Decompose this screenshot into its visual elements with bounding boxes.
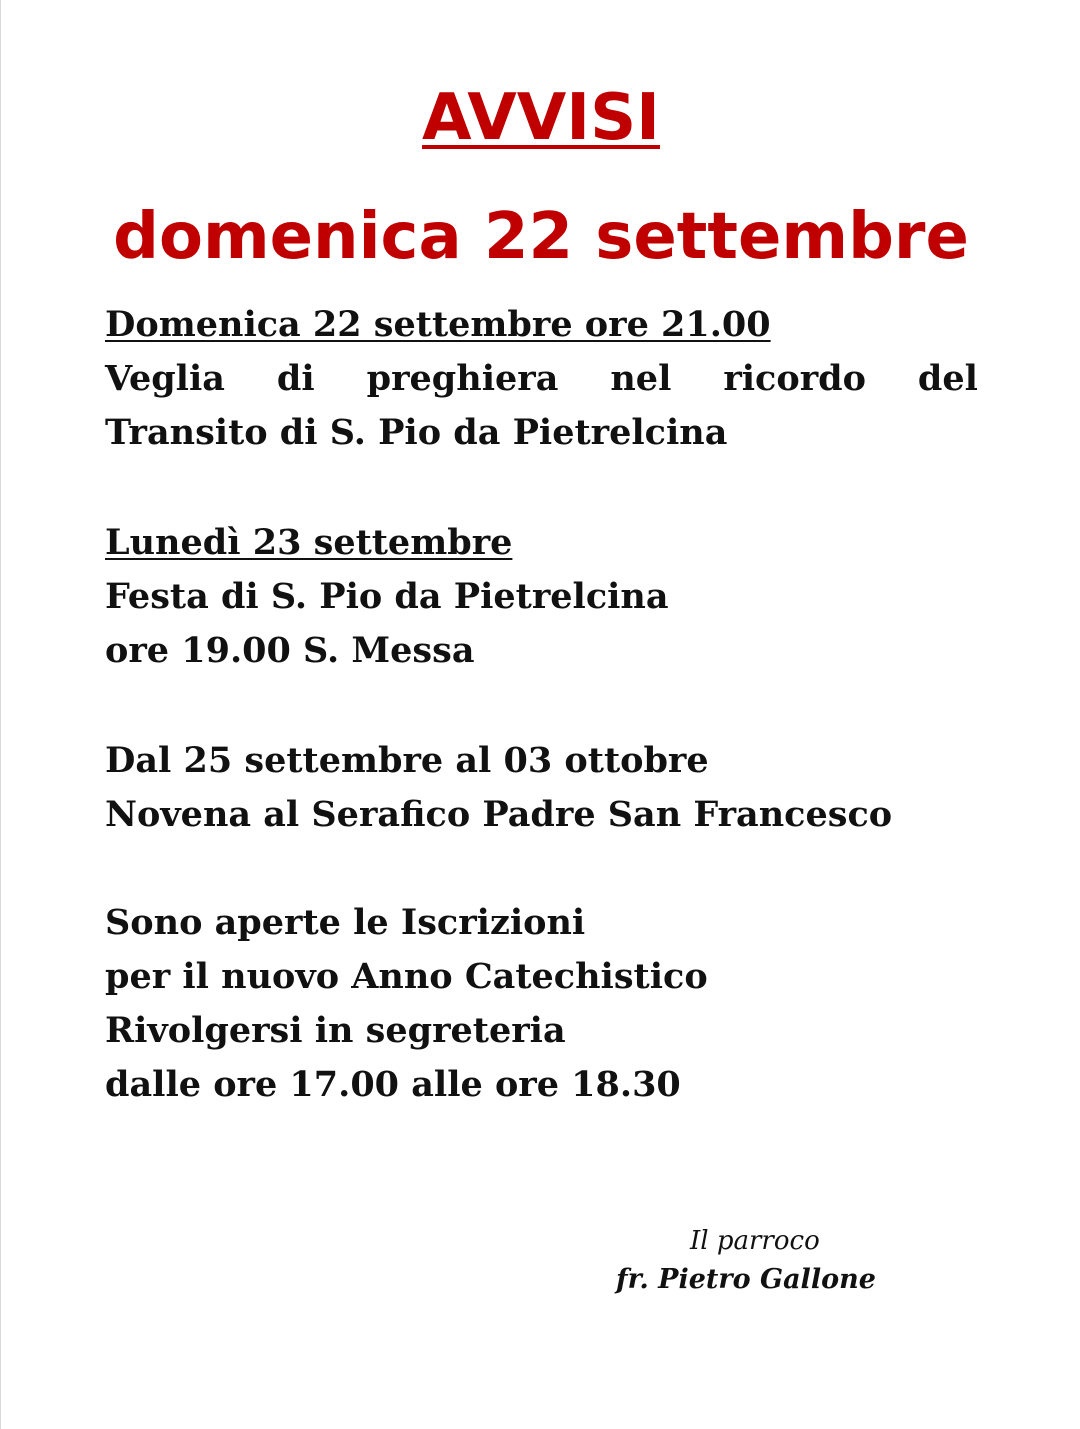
notice-word: del (917, 358, 978, 399)
page-subtitle-date: domenica 22 settembre (113, 200, 969, 274)
signature-name: fr. Pietro Gallone (616, 1264, 876, 1295)
notice-line: Novena al Serafico Padre San Francesco (105, 794, 893, 835)
notice-heading: Domenica 22 settembre ore 21.00 (105, 304, 771, 345)
notice-line: Sono aperte le Iscrizioni (105, 902, 586, 943)
signature-role: Il parroco (690, 1226, 820, 1256)
notice-novena (105, 734, 978, 842)
notice-line (105, 352, 978, 406)
notice-heading: Lunedì 23 settembre (105, 522, 513, 563)
notice-word: Veglia (105, 358, 225, 399)
notice-word: nel (610, 358, 672, 399)
notice-vigil (105, 298, 978, 460)
notice-line: Rivolgersi in segreteria (105, 1010, 566, 1051)
notice-line: Dal 25 settembre al 03 ottobre (105, 740, 709, 781)
notice-line: dalle ore 17.00 alle ore 18.30 (105, 1064, 681, 1105)
notice-line: per il nuovo Anno Catechistico (105, 956, 708, 997)
notice-feast (105, 516, 978, 678)
notice-word: ricordo (723, 358, 866, 399)
notice-line: Festa di S. Pio da Pietrelcina (105, 576, 669, 617)
notice-word: di (276, 358, 315, 399)
notice-line: Transito di S. Pio da Pietrelcina (105, 412, 728, 453)
page-title: AVVISI (422, 81, 660, 155)
notice-line: ore 19.00 S. Messa (105, 630, 475, 671)
notice-registrations (105, 896, 978, 1112)
notice-word: preghiera (366, 358, 559, 399)
